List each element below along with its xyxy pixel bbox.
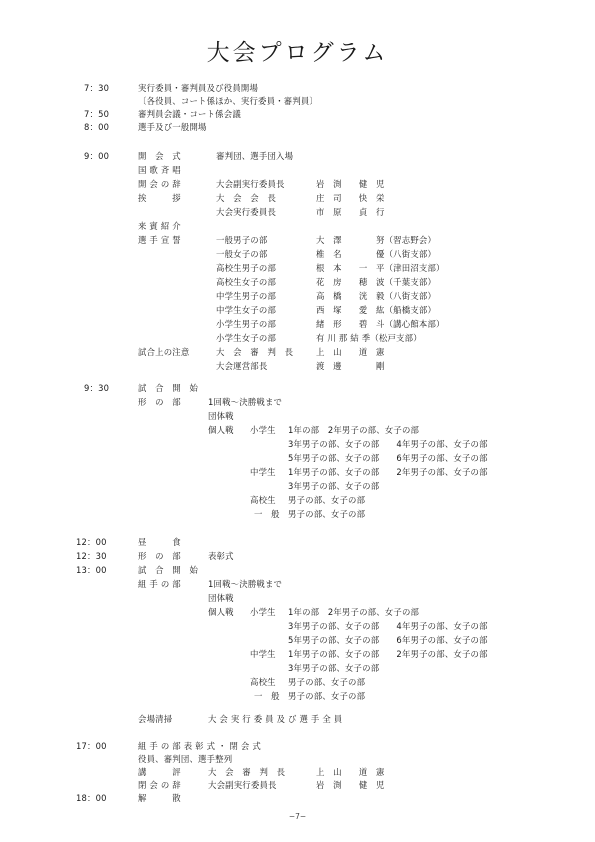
- oath-division: 小学生女子の部: [216, 333, 277, 343]
- oath-name: 花 房 穂 波（千葉支部）: [316, 277, 437, 287]
- elementary-line: 3年男子の部、女子の部 4年男子の部、女子の部: [288, 439, 488, 449]
- event-0800: 選手及び一般開場: [138, 122, 207, 132]
- elementary-line: 5年男子の部、女子の部 6年男子の部、女子の部: [288, 453, 488, 463]
- high-school-line: 男子の部、女子の部: [288, 677, 366, 687]
- general-line: 男子の部、女子の部: [288, 691, 366, 701]
- lunch: 昼 食: [138, 537, 181, 547]
- elementary-line: 3年男子の部、女子の部 4年男子の部、女子の部: [288, 621, 488, 631]
- greeting-role-2: 大会実行委員長: [216, 207, 277, 217]
- kata-range: 1回戦〜決勝戦まで: [208, 397, 283, 407]
- page-title: 大会プログラム: [206, 40, 389, 66]
- match-start-2: 試 合 開 始: [138, 565, 199, 575]
- oath-division: 高校生女子の部: [216, 277, 277, 287]
- kumite-division: 組 手 の 部: [138, 579, 181, 589]
- elementary-line: 1年の部 2年男子の部、女子の部: [288, 425, 420, 435]
- general-label: 一 般: [254, 691, 280, 701]
- kata-award-label: 形 の 部: [138, 551, 181, 561]
- high-school-label: 高校生: [250, 677, 276, 687]
- closing-ceremony: 組 手 の 部 表 彰 式 ・ 閉 会 式: [138, 741, 261, 751]
- review-name: 上 山 道 憲: [316, 767, 385, 777]
- time-1200: 12：00: [76, 537, 107, 547]
- elementary-label: 小学生: [250, 607, 276, 617]
- kata-award: 表彰式: [208, 551, 234, 561]
- guest-introduction: 来 賓 紹 介: [138, 221, 181, 231]
- closing-speech-name: 岩 渕 健 児: [316, 780, 385, 790]
- time-1300: 13：00: [76, 565, 107, 575]
- oath-name: 大 澤 努（習志野会）: [316, 235, 437, 245]
- greeting-name-1: 庄 司 快 栄: [316, 193, 385, 203]
- junior-high-line: 3年男子の部、女子の部: [288, 663, 380, 673]
- individual-event: 個人戦: [208, 607, 234, 617]
- notes-name-1: 上 山 道 憲: [316, 347, 385, 357]
- team-event: 団体戦: [208, 593, 234, 603]
- time-0800: 8：00: [84, 122, 110, 132]
- dismissal: 解 散: [138, 793, 181, 803]
- event-0730-detail: 〔各役員、コート係ほか、実行委員・審判員〕: [138, 96, 319, 106]
- junior-high-line: 1年男子の部、女子の部 2年男子の部、女子の部: [288, 467, 488, 477]
- oath-name: 西 塚 愛 紘（船橋支部）: [316, 305, 437, 315]
- junior-high-line: 1年男子の部、女子の部 2年男子の部、女子の部: [288, 649, 488, 659]
- review: 講 評: [138, 767, 181, 777]
- junior-high-line: 3年男子の部、女子の部: [288, 481, 380, 491]
- closing-speech-role: 大会副実行委員長: [208, 780, 277, 790]
- oath-division: 小学生男子の部: [216, 319, 277, 329]
- general-label: 一 般: [254, 509, 280, 519]
- oath-name: 根 本 一 平（津田沼支部）: [316, 263, 445, 273]
- time-0930: 9：30: [84, 383, 110, 393]
- kata-division: 形 の 部: [138, 397, 181, 407]
- athlete-oath: 選 手 宣 誓: [138, 235, 181, 245]
- time-1230: 12：30: [76, 551, 107, 561]
- time-0750: 7：50: [84, 109, 110, 119]
- national-anthem: 国 歌 斉 唱: [138, 165, 181, 175]
- opening-speech-role: 大会副実行委員長: [216, 179, 285, 189]
- time-1800: 18：00: [76, 793, 107, 803]
- individual-event: 個人戦: [208, 425, 234, 435]
- oath-division: 一般女子の部: [216, 249, 268, 259]
- notes-role-2: 大会運営部長: [216, 361, 268, 371]
- closing-speech: 閉 会 の 辞: [138, 780, 181, 790]
- junior-high-label: 中学生: [250, 467, 276, 477]
- oath-division: 中学生男子の部: [216, 291, 277, 301]
- time-0900: 9：00: [84, 151, 110, 161]
- elementary-line: 1年の部 2年男子の部、女子の部: [288, 607, 420, 617]
- oath-name: 高 橋 洸 毅（八街支部）: [316, 291, 437, 301]
- match-notes: 試合上の注意: [138, 347, 190, 357]
- elementary-line: 5年男子の部、女子の部 6年男子の部、女子の部: [288, 635, 488, 645]
- page-number: −7−: [288, 812, 307, 821]
- venue-cleanup-detail: 大 会 実 行 委 員 及 び 選 手 全 員: [208, 714, 343, 724]
- oath-division: 一般男子の部: [216, 235, 268, 245]
- opening-speech-name: 岩 渕 健 児: [316, 179, 385, 189]
- venue-cleanup: 会場清掃: [138, 714, 173, 724]
- general-line: 男子の部、女子の部: [288, 509, 366, 519]
- opening-detail: 審判団、選手団入場: [216, 151, 294, 161]
- closing-lineup: 役員、審判団、選手整列: [138, 754, 233, 764]
- greeting-name-2: 市 原 貞 行: [316, 207, 385, 217]
- oath-name: 有 川 那 結 季（松戸支部）: [316, 333, 422, 343]
- kumite-range: 1回戦〜決勝戦まで: [208, 579, 283, 589]
- elementary-label: 小学生: [250, 425, 276, 435]
- oath-name: 緒 形 碧 斗（講心館本部）: [316, 319, 445, 329]
- opening-speech: 開 会 の 辞: [138, 179, 181, 189]
- review-role: 大 会 審 判 長: [208, 767, 286, 777]
- high-school-line: 男子の部、女子の部: [288, 495, 366, 505]
- high-school-label: 高校生: [250, 495, 276, 505]
- greeting: 挨 拶: [138, 193, 181, 203]
- greeting-role-1: 大 会 会 長: [216, 193, 277, 203]
- time-0730: 7：30: [84, 83, 110, 93]
- junior-high-label: 中学生: [250, 649, 276, 659]
- oath-division: 高校生男子の部: [216, 263, 277, 273]
- event-0730: 実行委員・審判員及び役員開場: [138, 83, 259, 93]
- notes-name-2: 渡 邊 剛: [316, 361, 385, 371]
- oath-division: 中学生女子の部: [216, 305, 277, 315]
- event-0750: 審判員会議・コート係会議: [138, 109, 241, 119]
- match-start: 試 合 開 始: [138, 383, 199, 393]
- oath-name: 椎 名 優（八街支部）: [316, 249, 437, 259]
- team-event: 団体戦: [208, 411, 234, 421]
- notes-role-1: 大 会 審 判 長: [216, 347, 294, 357]
- time-1700: 17：00: [76, 741, 107, 751]
- opening-ceremony: 開 会 式: [138, 151, 181, 161]
